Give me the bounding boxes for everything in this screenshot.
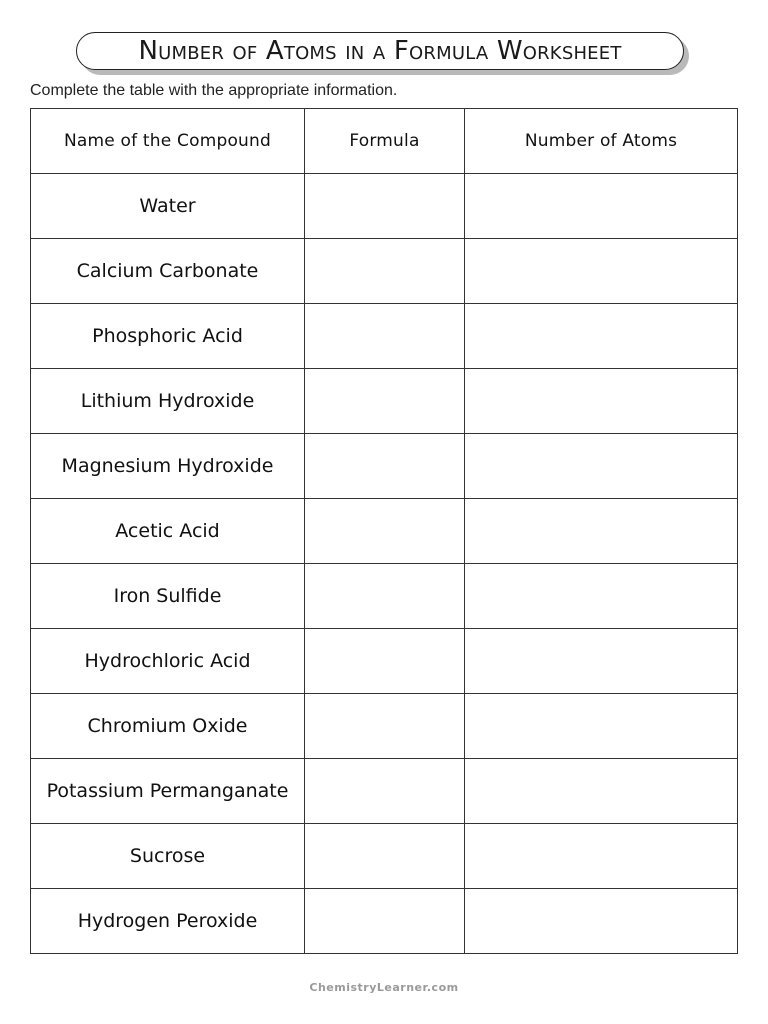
worksheet-table	[30, 108, 738, 954]
formula-answer-cell[interactable]	[305, 369, 465, 434]
formula-answer-cell[interactable]	[305, 629, 465, 694]
compound-name-cell: Iron Sulfide	[31, 564, 305, 629]
compound-name-cell: Acetic Acid	[31, 499, 305, 564]
atoms-answer-cell[interactable]	[465, 694, 738, 759]
atoms-answer-cell[interactable]	[465, 499, 738, 564]
compound-name-cell: Hydrogen Peroxide	[31, 889, 305, 954]
compound-name-cell: Lithium Hydroxide	[31, 369, 305, 434]
table-row	[31, 434, 738, 499]
title-banner-box	[76, 32, 684, 70]
atoms-answer-cell[interactable]	[465, 304, 738, 369]
formula-answer-cell[interactable]	[305, 174, 465, 239]
atoms-answer-cell[interactable]	[465, 564, 738, 629]
table-row	[31, 629, 738, 694]
atoms-answer-cell[interactable]	[465, 759, 738, 824]
formula-answer-cell[interactable]	[305, 499, 465, 564]
footer-credit: ChemistryLearner.com	[309, 981, 459, 994]
table-row	[31, 304, 738, 369]
compound-name-cell: Chromium Oxide	[31, 694, 305, 759]
instructions-text: Complete the table with the appropriate information.	[30, 82, 398, 99]
atoms-answer-cell[interactable]	[465, 369, 738, 434]
table-row	[31, 369, 738, 434]
formula-answer-cell[interactable]	[305, 564, 465, 629]
worksheet-title-banner	[76, 32, 690, 76]
atoms-answer-cell[interactable]	[465, 629, 738, 694]
compound-name-cell: Phosphoric Acid	[31, 304, 305, 369]
table-row	[31, 694, 738, 759]
compound-name-cell: Hydrochloric Acid	[31, 629, 305, 694]
header-formula: Formula	[305, 109, 465, 174]
header-number-of-atoms: Number of Atoms	[465, 109, 738, 174]
table-row	[31, 889, 738, 954]
table-row	[31, 499, 738, 564]
atoms-answer-cell[interactable]	[465, 434, 738, 499]
table-row	[31, 174, 738, 239]
atoms-answer-cell[interactable]	[465, 824, 738, 889]
formula-answer-cell[interactable]	[305, 304, 465, 369]
atoms-answer-cell[interactable]	[465, 174, 738, 239]
atoms-answer-cell[interactable]	[465, 239, 738, 304]
table-row	[31, 759, 738, 824]
atoms-answer-cell[interactable]	[465, 889, 738, 954]
header-compound-name: Name of the Compound	[31, 109, 305, 174]
formula-answer-cell[interactable]	[305, 239, 465, 304]
formula-answer-cell[interactable]	[305, 824, 465, 889]
compound-name-cell: Sucrose	[31, 824, 305, 889]
table-row	[31, 564, 738, 629]
formula-answer-cell[interactable]	[305, 889, 465, 954]
formula-answer-cell[interactable]	[305, 434, 465, 499]
page-title: Number of Atoms in a Formula Worksheet	[138, 36, 622, 66]
table-header-row	[31, 109, 738, 174]
formula-answer-cell[interactable]	[305, 759, 465, 824]
compound-name-cell: Magnesium Hydroxide	[31, 434, 305, 499]
compound-name-cell: Water	[31, 174, 305, 239]
formula-answer-cell[interactable]	[305, 694, 465, 759]
table-row	[31, 824, 738, 889]
compound-name-cell: Calcium Carbonate	[31, 239, 305, 304]
table-row	[31, 239, 738, 304]
compound-name-cell: Potassium Permanganate	[31, 759, 305, 824]
